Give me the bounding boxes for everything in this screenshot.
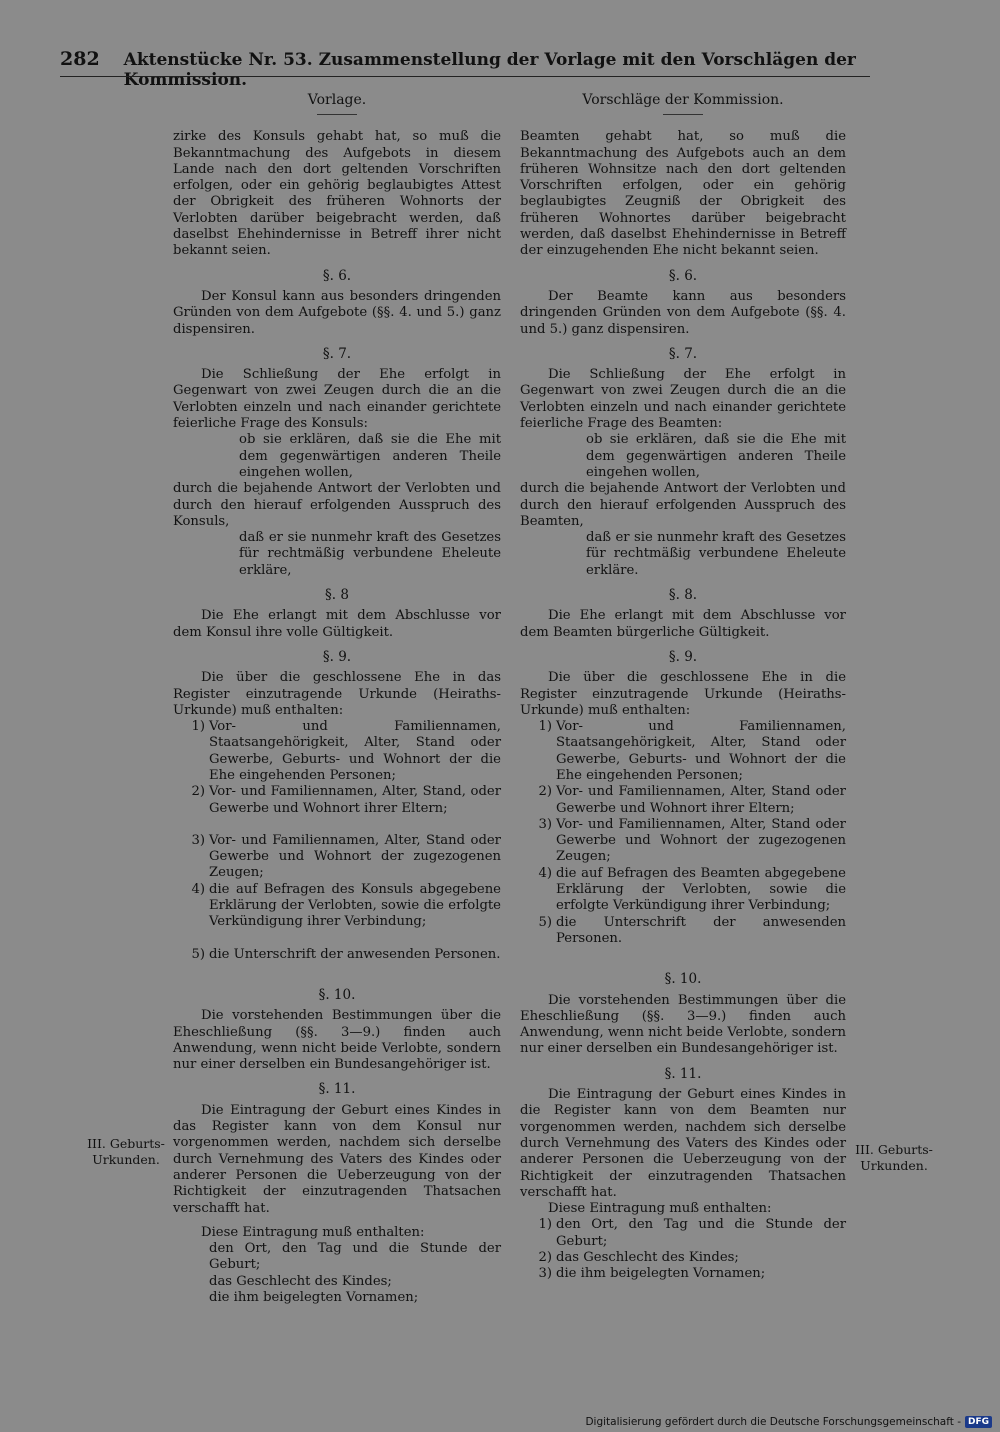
digitization-footer xyxy=(585,1416,992,1428)
continued-paragraph: zirke des Konsuls gehabt hat, so muß die Bekanntmachung des Aufgebots in diesem Lande nach den dort geltenden Vorschriften erfolgen, oder ein gehörig beglaubigtes Attest der Obrigkeit des früheren Wohnorts der Verlobten darüber beigebracht werden, daß daselbst Ehehindernisse in Betreff ihrer nicht bekannt seien. xyxy=(173,129,501,259)
column-vorlage xyxy=(173,92,501,1306)
column-title: Vorschläge der Kommission. xyxy=(582,92,784,108)
section-heading-6: §. 6. xyxy=(322,267,352,284)
list-item: 1) Vor- und Familiennamen, Staatsangehörigkeit, Alter, Stand oder Gewerbe, Geburts- und Wohnort der die Ehe eingehenden Personen; xyxy=(538,719,846,783)
continued-paragraph: Beamten gehabt hat, so muß die Bekanntmachung des Aufgebots auch an dem früheren Wohnsitze nach den dort geltenden Vorschriften erfolgen, oder ein gehörig beglaubigtes Zeugniß der Obrigkeit des früheren Wohnortes darüber beigebracht werden, daß daselbst Ehehindernisse in Betreff der einzugehenden Ehe nicht bekannt seien. xyxy=(520,129,846,259)
paragraph-7c: durch die bejahende Antwort der Verlobten und durch den hierauf erfolgenden Ausspruch des Konsuls, xyxy=(173,481,501,529)
section-heading-8: §. 8 xyxy=(325,587,349,604)
paragraph-7d: daß er sie nunmehr kraft des Gesetzes für rechtmäßig verbundene Eheleute erkläre. xyxy=(586,530,846,578)
section-heading-7: §. 7. xyxy=(322,345,352,362)
column-title: Vorlage. xyxy=(307,92,367,108)
paragraph-9-intro: Die über die geschlossene Ehe in die Register einzutragende Urkunde (Heiraths-Urkunde) muß enthalten: xyxy=(520,670,846,718)
title-dash xyxy=(317,114,357,115)
list-item: 1) den Ort, den Tag und die Stunde der Geburt; xyxy=(538,1217,846,1249)
dfg-logo: DFG xyxy=(965,1416,992,1428)
section-heading-11: §. 11. xyxy=(318,1081,356,1098)
section-heading-6: §. 6. xyxy=(668,267,698,284)
margin-note-left: III. Geburts-Urkunden. xyxy=(87,1136,165,1167)
section-heading-9: §. 9. xyxy=(668,648,698,665)
footer-text: Digitalisierung gefördert durch die Deutsche Forschungsgemeinschaft - xyxy=(585,1416,961,1428)
paragraph-10: Die vorstehenden Bestimmungen über die Eheschließung (§§. 3—9.) finden auch Anwendung, wenn nicht beide Verlobte, sondern nur einer derselben ein Bundesangehöriger ist. xyxy=(520,992,846,1057)
list-item: 5) die Unterschrift der anwesenden Personen. xyxy=(538,914,846,946)
list-11 xyxy=(520,1217,846,1282)
list-item: 3) Vor- und Familiennamen, Alter, Stand oder Gewerbe und Wohnort der zugezogenen Zeugen; xyxy=(191,832,501,881)
paragraph-7a: Die Schließung der Ehe erfolgt in Gegenwart von zwei Zeugen durch die an die Verlobten einzeln und nach einander gerichtete feierliche Frage des Konsuls: xyxy=(173,367,501,432)
paragraph-11: Die Eintragung der Geburt eines Kindes in die Register kann von dem Beamten nur vorgenommen werden, nachdem sich derselbe durch Vernehmung des Vaters des Kindes oder anderer Personen die Ueberzeugung von der Richtigkeit der einzutragenden Thatsachen verschafft hat. xyxy=(520,1087,846,1200)
list-item: 2) das Geschlecht des Kindes; xyxy=(538,1250,739,1265)
title-dash xyxy=(663,114,703,115)
paragraph-7c: durch die bejahende Antwort der Verlobten und durch den hierauf erfolgenden Ausspruch des Beamten, xyxy=(520,481,846,529)
list-item: 2) Vor- und Familiennamen, Alter, Stand oder Gewerbe und Wohnort ihrer Eltern; xyxy=(538,784,846,816)
column-vorschlaege xyxy=(520,92,846,1283)
paragraph-7b: ob sie erklären, daß sie die Ehe mit dem gegenwärtigen anderen Theile eingehen wollen, xyxy=(239,432,501,480)
paragraph-8: Die Ehe erlangt mit dem Abschlusse vor dem Beamten bürgerliche Gültigkeit. xyxy=(520,608,846,640)
list-gap xyxy=(173,817,501,833)
header-rule xyxy=(60,76,870,77)
running-title: Aktenstücke Nr. 53. Zusammenstellung der Vorlage mit den Vorschlägen der Kommission. xyxy=(123,50,856,90)
list-9 xyxy=(520,719,846,947)
section-heading-7: §. 7. xyxy=(668,345,698,362)
page-number: 282 xyxy=(60,48,100,70)
list-item: den Ort, den Tag und die Stunde der Geburt; xyxy=(209,1241,501,1273)
paragraph-6: Der Beamte kann aus besonders dringenden Gründen von dem Aufgebote (§§. 4. und 5.) ganz dispensiren. xyxy=(520,288,846,337)
paragraph-11-intro: Diese Eintragung muß enthalten: xyxy=(201,1224,425,1240)
list-item: das Geschlecht des Kindes; xyxy=(209,1273,392,1289)
section-heading-9: §. 9. xyxy=(322,648,352,665)
paragraph-10: Die vorstehenden Bestimmungen über die Eheschließung (§§. 3—9.) finden auch Anwendung, wenn nicht beide Verlobte, sondern nur einer derselben ein Bundesangehöriger ist. xyxy=(173,1008,501,1073)
paragraph-11-intro: Diese Eintragung muß enthalten: xyxy=(548,1201,772,1217)
list-9 xyxy=(173,719,501,963)
list-gap xyxy=(173,931,501,947)
list-item: die ihm beigelegten Vornamen; xyxy=(209,1290,419,1305)
paragraph-9-intro: Die über die geschlossene Ehe in das Register einzutragende Urkunde (Heiraths-Urkunde) muß enthalten: xyxy=(173,670,501,718)
list-11 xyxy=(173,1241,501,1306)
list-item: 5) die Unterschrift der anwesenden Personen. xyxy=(191,946,501,962)
margin-note-right: III. Geburts-Urkunden. xyxy=(855,1142,933,1173)
section-heading-11: §. 11. xyxy=(664,1065,702,1082)
list-item: 3) die ihm beigelegten Vornamen; xyxy=(538,1266,766,1282)
paragraph-8: Die Ehe erlangt mit dem Abschlusse vor dem Konsul ihre volle Gültigkeit. xyxy=(173,608,501,640)
section-heading-10: §. 10. xyxy=(318,986,356,1003)
paragraph-6: Der Konsul kann aus besonders dringenden Gründen von dem Aufgebote (§§. 4. und 5.) ganz dispensiren. xyxy=(173,288,501,337)
paragraph-7b: ob sie erklären, daß sie die Ehe mit dem gegenwärtigen anderen Theile eingehen wollen, xyxy=(586,432,846,480)
list-item: 4) die auf Befragen des Beamten abgegebene Erklärung der Verlobten, sowie die erfolgte Verkündigung ihrer Verbindung; xyxy=(538,865,846,914)
section-gap xyxy=(520,947,846,963)
section-gap xyxy=(173,963,501,979)
page-header xyxy=(60,48,870,90)
section-heading-8: §. 8. xyxy=(668,587,698,604)
paragraph-7a: Die Schließung der Ehe erfolgt in Gegenwart von zwei Zeugen durch die an die Verlobten einzeln und nach einander gerichtete feierliche Frage des Beamten: xyxy=(520,367,846,432)
section-heading-10: §. 10. xyxy=(664,971,702,988)
paragraph-11: Die Eintragung der Geburt eines Kindes in das Register kann von dem Konsul nur vorgenommen werden, nachdem sich derselbe durch Vernehmung des Vaters des Kindes oder anderer Personen die Ueberzeugung von der Richtigkeit der einzutragenden Thatsachen verschafft hat. xyxy=(173,1102,501,1216)
list-item: 4) die auf Befragen des Konsuls abgegebene Erklärung der Verlobten, sowie die erfolgte Verkündigung ihrer Verbindung; xyxy=(191,881,501,930)
list-item: 1) Vor- und Familiennamen, Staatsangehörigkeit, Alter, Stand oder Gewerbe, Geburts- und Wohnort der die Ehe eingehenden Personen; xyxy=(191,719,501,783)
list-item: 3) Vor- und Familiennamen, Alter, Stand oder Gewerbe und Wohnort der zugezogenen Zeugen; xyxy=(538,816,846,865)
paragraph-7d: daß er sie nunmehr kraft des Gesetzes für rechtmäßig verbundene Eheleute erkläre, xyxy=(239,530,501,578)
list-item: 2) Vor- und Familiennamen, Alter, Stand, oder Gewerbe und Wohnort ihrer Eltern; xyxy=(191,784,501,816)
